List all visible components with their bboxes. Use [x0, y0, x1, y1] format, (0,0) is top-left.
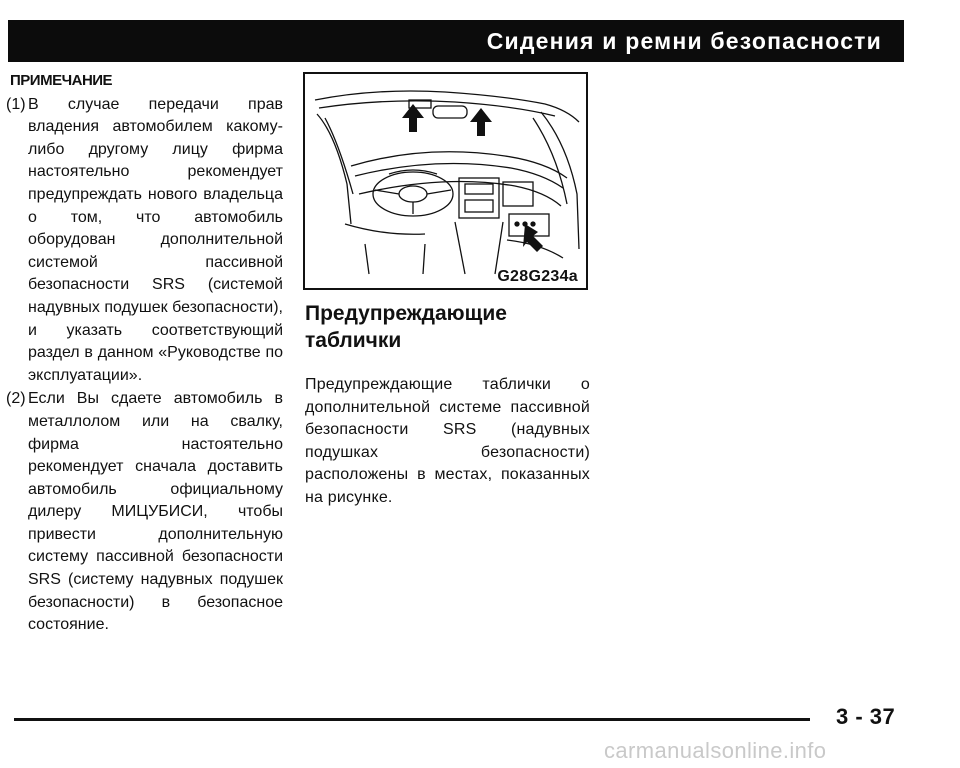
- section-title: Предупреждающие таблички: [305, 302, 507, 352]
- dashboard-drawing: [305, 74, 586, 288]
- dashboard-illustration: [303, 72, 588, 290]
- note-heading: ПРИМЕЧАНИЕ: [10, 72, 113, 89]
- footer-rule: [14, 718, 810, 721]
- section-body: Предупреждающие таблички о дополнительной системе пассивной безопасности SRS (надувных подушках безопасности) расположены в местах, показанных на рисунке.: [305, 376, 590, 506]
- page-number: 3 - 37: [836, 704, 896, 729]
- note-item-number: (2): [6, 390, 26, 408]
- note-item-text: В случае передачи прав владения автомобилем какому-либо другому лицу фирма настоятельно рекомендует предупреждать нового владельца о том, что автомобиль оборудован дополнительной системой пассивной безопасности SRS (системой надувных подушек безопасности), и указать соответствующий раздел в данном «Руководстве по эксплуатации».: [28, 95, 283, 384]
- note-item-1: [6, 94, 283, 388]
- page-title: Сидения и ремни безопасности: [486, 28, 882, 54]
- watermark: carmanualsonline.info: [604, 738, 827, 763]
- note-item-text: Если Вы сдаете автомобиль в металлолом или на свалку, фирма настоятельно рекомендует сначала доставить автомобиль официальному дилеру МИЦУБИСИ, чтобы привести дополнительную систему пассивной безопасности SRS (систему надувных подушек безопасности) в безопасное состояние.: [28, 390, 283, 634]
- note-item-2: [6, 388, 283, 637]
- note-item-number: (1): [6, 95, 26, 113]
- header-bar: [8, 20, 904, 62]
- note-block: [6, 70, 283, 637]
- figure-code: G28G234a: [497, 268, 578, 285]
